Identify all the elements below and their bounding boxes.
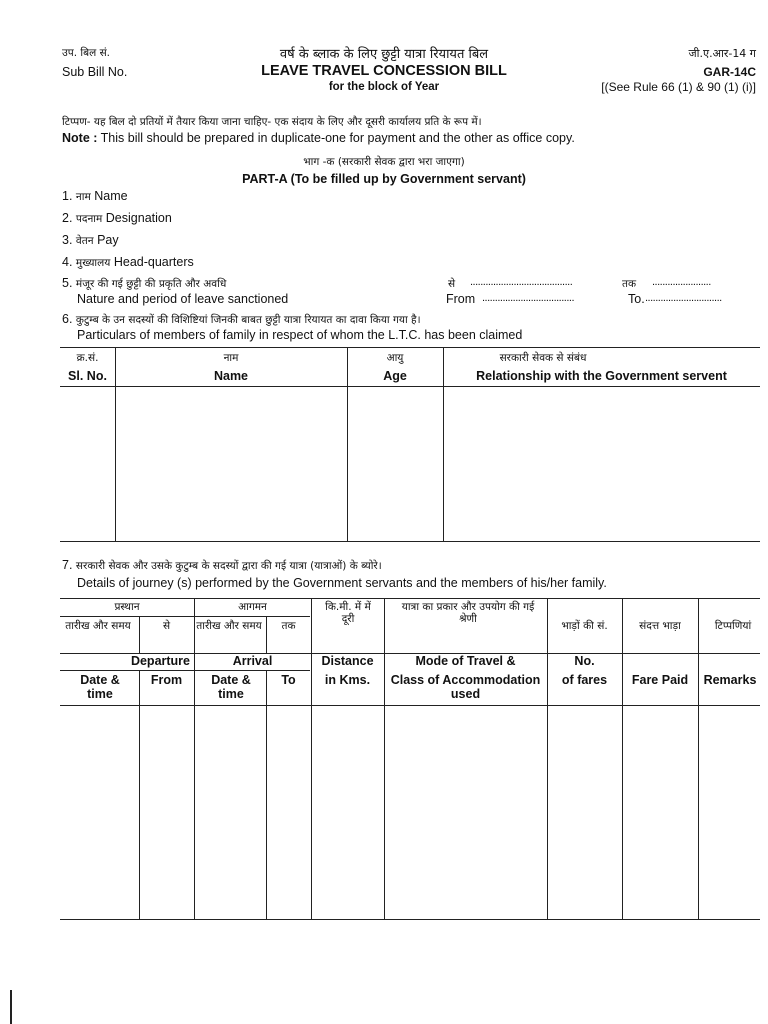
field-name [62, 189, 128, 204]
col-age-hi: आयु [386, 352, 404, 364]
field-label: Designation [105, 211, 172, 225]
table-col-rule [194, 598, 195, 920]
from-blank[interactable]: ........................................ [470, 276, 573, 288]
departure: Departure [130, 654, 190, 668]
sub-bill-label: Sub Bill No. [62, 65, 128, 79]
table-col-rule [266, 670, 267, 920]
field-label-hi: मुख्यालय [75, 257, 111, 269]
arrival: Arrival [232, 654, 273, 668]
table-rule [60, 598, 760, 599]
part-a-heading: PART-A (To be filled up by Government servant) [242, 172, 526, 186]
distance: Distance [321, 654, 374, 668]
field-label-hi: कुटुम्ब के उन सदस्यों की विशिष्टियां जिनकी बाबत छुट्टी यात्रा रियायत का दावा किया गया है। [75, 314, 421, 326]
table-col-rule [443, 347, 444, 542]
col-sl: Sl. No. [68, 369, 107, 383]
to-label-hi: तक [622, 278, 637, 290]
fare-paid-hi: संदत्त भाड़ा [639, 620, 681, 632]
arr-date-time-hi: तारीख और समय [196, 620, 262, 632]
no-of-fares: No. [574, 654, 595, 668]
to-blank[interactable]: ....................... [652, 276, 711, 288]
field-number: 3. [62, 233, 73, 247]
mode-of-travel: Mode of Travel & [415, 654, 516, 668]
dep-from: From [150, 673, 183, 687]
field-number: 7. [62, 558, 73, 572]
field-label: Pay [97, 233, 119, 247]
table-rule [60, 541, 760, 542]
scan-edge-mark [10, 990, 12, 1024]
table-rule [60, 705, 760, 706]
field-number: 5. [62, 276, 73, 290]
table-col-rule [384, 598, 385, 920]
field-designation [62, 211, 172, 226]
table-col-rule [622, 598, 623, 920]
remarks: Remarks [703, 673, 757, 687]
no-of-fares-2: of fares [561, 673, 608, 687]
table-rule [60, 347, 760, 348]
remarks-hi: टिप्पणियां [714, 620, 752, 632]
fares-hi: भाड़ों की सं. [561, 620, 608, 632]
table-rule [60, 670, 310, 671]
arr-to-hi: तक [281, 620, 296, 632]
arr-date-time: Date & time [211, 673, 251, 702]
field-label-hi: मंजूर की गई छुट्टी की प्रकृति और अवधि [75, 278, 227, 290]
sub-bill-label-hi: उप. बिल सं. [62, 47, 111, 59]
field-number: 6. [62, 312, 73, 326]
field-number: 4. [62, 255, 73, 269]
to-label: To. [628, 292, 645, 306]
arr-to: To [281, 673, 296, 687]
from-label-hi: से [448, 278, 456, 290]
dep-from-hi: से [162, 620, 171, 632]
note-label: Note : [62, 131, 98, 145]
field-leave-label: Nature and period of leave sanctioned [77, 292, 289, 306]
field-number: 1. [62, 189, 73, 203]
col-name: Name [213, 369, 249, 383]
field-label-hi: सरकारी सेवक और उसके कुटुम्ब के सदस्यों द्वारा की गई यात्रा (यात्राओं) के ब्योरे। [75, 560, 382, 572]
field-number: 2. [62, 211, 73, 225]
table-rule [60, 919, 760, 920]
table-col-rule [698, 598, 699, 920]
fare-paid: Fare Paid [631, 673, 689, 687]
field-label-hi: पदनाम [75, 213, 103, 225]
page-title: LEAVE TRAVEL CONCESSION BILL [261, 63, 507, 79]
col-relationship-hi: सरकारी सेवक से संबंध [499, 352, 587, 364]
field-pay [62, 233, 119, 248]
field-label-hi: वेतन [75, 235, 94, 247]
to-blank-2[interactable]: .............................. [645, 292, 722, 304]
table-col-rule [311, 598, 312, 920]
note [62, 131, 575, 145]
field-family-label: Particulars of members of family in respect of whom the L.T.C. has been claimed [77, 328, 523, 342]
col-sl-hi: क्र.सं. [76, 352, 99, 364]
dep-date-time: Date & time [80, 673, 120, 702]
field-journey-label: Details of journey (s) performed by the Government servants and the members of his/her family. [77, 576, 607, 590]
col-name-hi: नाम [223, 352, 239, 364]
table-rule [60, 386, 760, 387]
field-label: Name [94, 189, 128, 203]
title-hi: वर्ष के ब्लाक के लिए छुट्टी यात्रा रियायत बिल [279, 47, 489, 62]
note-text: This bill should be prepared in duplicate-one for payment and the other as office copy. [100, 131, 575, 145]
from-blank-2[interactable]: .................................... [482, 292, 575, 304]
dep-date-time-hi: तारीख और समय [65, 620, 131, 632]
rule-reference: [(See Rule 66 (1) & 90 (1) (i)] [601, 80, 756, 94]
distance-unit: in Kms. [324, 673, 371, 687]
form-code-hi: जी.ए.आर-14 ग [688, 47, 756, 60]
mode-hi: यात्रा का प्रकार और उपयोग की गई श्रेणी [401, 601, 535, 626]
note-hi: टिप्पण- यह बिल दो प्रतियों में तैयार किया जाना चाहिए- एक संदाय के लिए और दूसरी कार्यालय प्रति के रूप में। [62, 116, 482, 128]
field-leave-hi [62, 276, 226, 291]
field-label-hi: नाम [75, 191, 91, 203]
table-col-rule [139, 670, 140, 920]
from-label: From [446, 292, 476, 306]
field-label: Head-quarters [113, 255, 194, 269]
form-code: GAR-14C [703, 65, 756, 79]
field-family-hi [62, 312, 421, 327]
col-relationship: Relationship with the Government servent [476, 369, 727, 383]
table-rule [60, 616, 310, 617]
class-of-accommodation: Class of Accommodation used [390, 673, 541, 702]
table-col-rule [547, 598, 548, 920]
col-age: Age [383, 369, 407, 383]
arrival-hi: आगमन [238, 601, 267, 613]
departure-hi: प्रस्थान [114, 601, 140, 613]
distance-hi: कि.मी. में में दूरी [325, 601, 371, 626]
field-headquarters [62, 255, 194, 270]
field-journey-hi [62, 558, 382, 573]
part-a-heading-hi: भाग -क (सरकारी सेवक द्वारा भरा जाएगा) [303, 156, 465, 168]
subtitle: for the block of Year [328, 81, 440, 93]
